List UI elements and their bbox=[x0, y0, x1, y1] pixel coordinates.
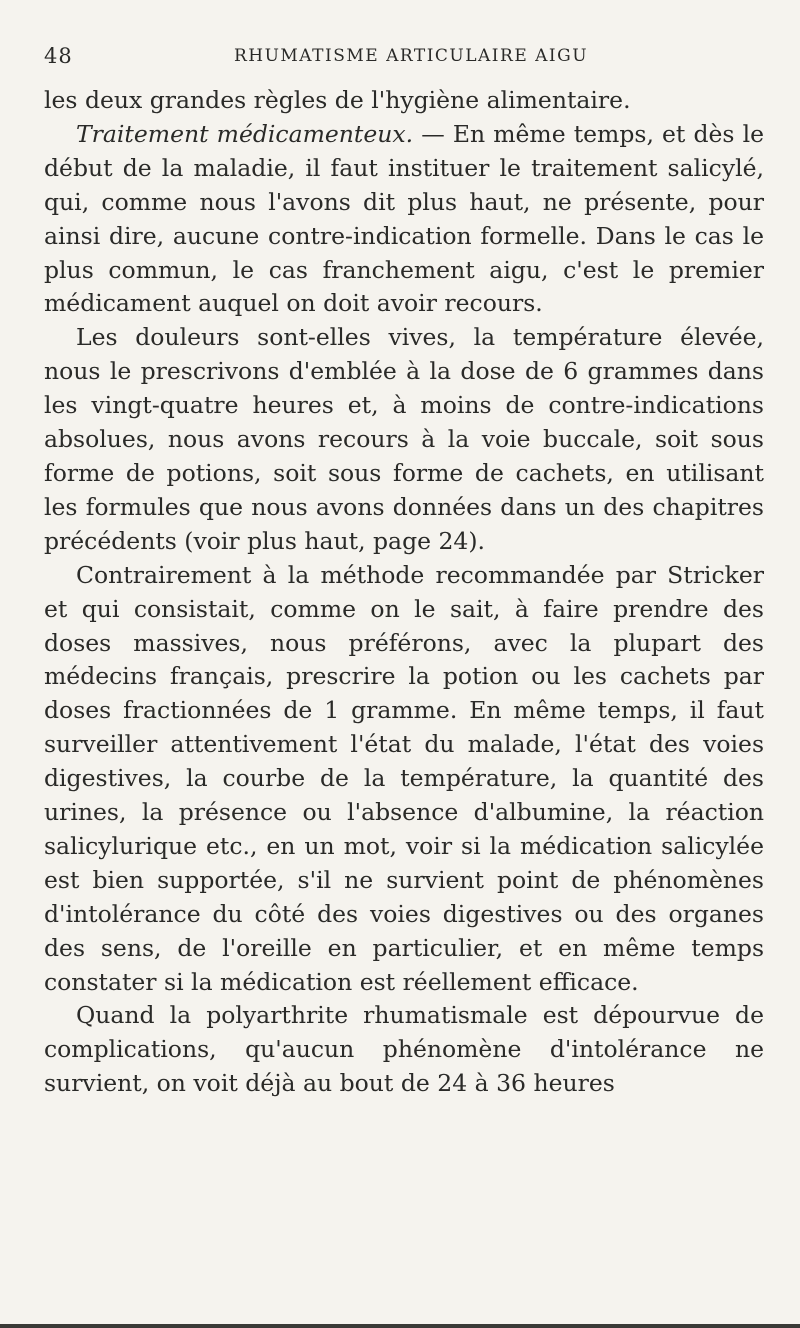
paragraph-4: Contrairement à la méthode recommandée par Stricker et qui consistait, comme on le sait, à faire prendre des doses massives, nous préférons, avec la plupart des médecins français, prescrire la potion ou les cachets par doses fractionnées de 1 gramme. En même temps, il faut surveiller attentivement l'état du malade, l'état des voies digestives, la courbe de la température, la quantité des urines, la présence ou l'absence d'albumine, la réaction salicylurique etc., en un mot, voir si la médication salicylée est bien supportée, s'il ne survient point de phénomènes d'intolérance du côté des voies digestives ou des organes des sens, de l'oreille en particulier, et en même temps constater si la médication est réellement efficace. bbox=[44, 560, 764, 996]
body-text bbox=[44, 84, 764, 1101]
page-number: 48 bbox=[44, 44, 73, 68]
paragraph-1: les deux grandes règles de l'hygiène alimentaire. bbox=[44, 86, 631, 114]
running-head bbox=[44, 44, 738, 74]
page-bottom-edge bbox=[0, 1324, 800, 1328]
paragraph-2-text: — En même temps, et dès le début de la maladie, il faut instituer le traitement salicylé, qui, comme nous l'avons dit plus haut, ne présente, pour ainsi dire, aucune contre-indication formelle. Dans le cas le plus commun, le cas franchement aigu, c'est le premier médicament auquel on doit avoir recours. bbox=[44, 119, 765, 318]
paragraph-3: Les douleurs sont-elles vives, la température élevée, nous le prescrivons d'emblée à la dose de 6 grammes dans les vingt-quatre heures et, à moins de contre-indications absolues, nous avons recours à la voie buccale, soit sous forme de potions, soit sous forme de cachets, en utilisant les formules que nous avons données dans un des chapitres précédents (voir plus haut, page 24). bbox=[44, 323, 764, 555]
paragraph-5: Quand la polyarthrite rhumatismale est dépourvue de complications, qu'aucun phénomène d'intolérance ne survient, on voit déjà au bout de 24 à 36 heures bbox=[44, 1001, 764, 1098]
running-title: RHUMATISME ARTICULAIRE AIGU bbox=[233, 46, 589, 66]
paragraph-2 bbox=[44, 118, 764, 321]
section-lead: Traitement médicamenteux. bbox=[76, 119, 414, 148]
